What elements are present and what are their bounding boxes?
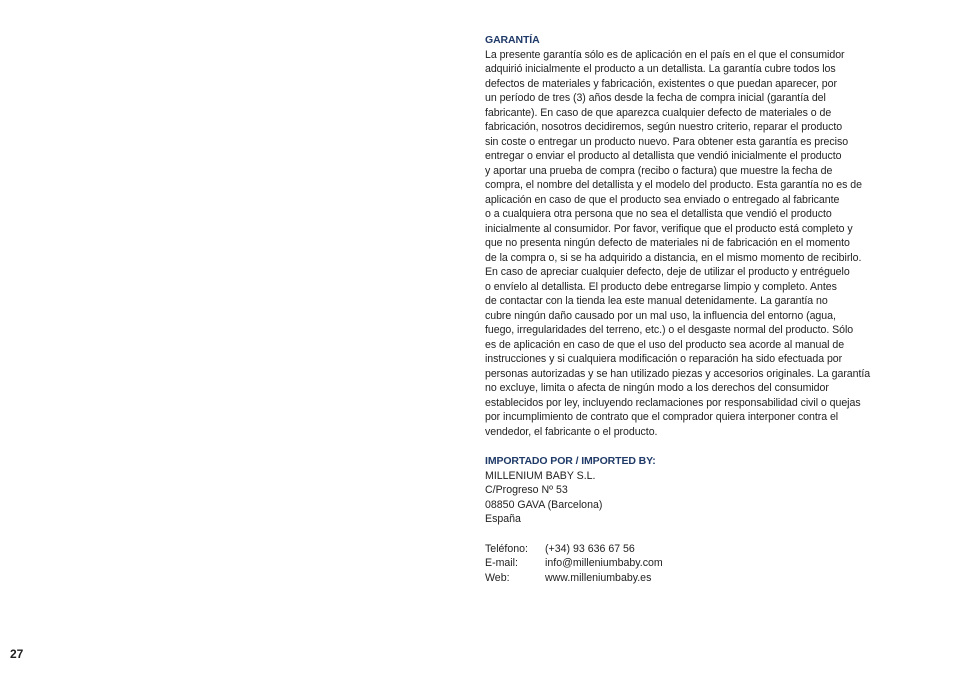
- web-label: Web:: [485, 571, 510, 584]
- warranty-line: fuego, irregularidades del terreno, etc.) o el desgaste normal del producto. Sólo: [485, 324, 854, 336]
- warranty-heading: GARANTÍA: [485, 34, 540, 46]
- warranty-line: aplicación en caso de que el producto sea enviado o entregado al fabricante: [485, 193, 840, 206]
- document-content: [485, 33, 925, 585]
- contact-details: [485, 542, 925, 586]
- warranty-line: instrucciones y si cualquiera modificación o reparación ha sido efectuada por: [485, 353, 843, 365]
- warranty-line: La presente garantía sólo es de aplicación en el país en el que el consumidor: [485, 48, 845, 61]
- warranty-line: En caso de apreciar cualquier defecto, deje de utilizar el producto y entréguelo: [485, 266, 850, 278]
- city-postcode: 08850 GAVA (Barcelona): [485, 498, 603, 511]
- warranty-line: sin coste o entregar un producto nuevo. Para obtener esta garantía es preciso: [485, 135, 849, 148]
- company-name: MILLENIUM BABY S.L.: [485, 469, 596, 482]
- warranty-line: o a cualquiera otra persona que no sea el detallista que vendió el producto: [485, 208, 832, 220]
- importer-address: [485, 469, 925, 527]
- warranty-line: un período de tres (3) años desde la fecha de compra inicial (garantía del: [485, 92, 826, 104]
- warranty-line: compra, el nombre del detallista y el modelo del producto. Esta garantía no es de: [485, 179, 862, 191]
- contact-web-row: [485, 571, 925, 586]
- importer-heading: IMPORTADO POR / IMPORTED BY:: [485, 455, 656, 467]
- email-label: E-mail:: [485, 557, 518, 569]
- warranty-line: defectos de materiales y fabricación, existentes o que puedan aparecer, por: [485, 77, 837, 90]
- phone-label: Teléfono:: [485, 542, 528, 555]
- section-spacer: [485, 527, 925, 542]
- page-number: 27: [10, 647, 24, 661]
- section-spacer: [485, 439, 925, 454]
- email-value: info@milleniumbaby.com: [545, 557, 663, 569]
- warranty-line: que no presenta ningún defecto de materiales ni de fabricación en el momento: [485, 237, 850, 249]
- warranty-line: es de aplicación en caso de que el uso del producto sea acorde al manual de: [485, 338, 845, 351]
- contact-phone-row: [485, 542, 925, 557]
- warranty-line: fabricante). En caso de que aparezca cualquier defecto de materiales o de: [485, 106, 832, 119]
- warranty-line: cubre ningún daño causado por un mal uso, la influencia del entorno (agua,: [485, 309, 836, 322]
- warranty-line: y aportar una prueba de compra (recibo o factura) que muestre la fecha de: [485, 164, 833, 177]
- web-value: www.milleniumbaby.es: [545, 571, 652, 584]
- warranty-line: o envíelo al detallista. El producto debe entregarse limpio y completo. Antes: [485, 280, 837, 293]
- warranty-line: adquirió inicialmente el producto a un detallista. La garantía cubre todos los: [485, 63, 836, 75]
- warranty-line: de contactar con la tienda lea este manual detenidamente. La garantía no: [485, 295, 828, 307]
- warranty-line: entregar o enviar el producto al detallista que vendió inicialmente el producto: [485, 150, 842, 162]
- warranty-paragraph: [485, 48, 925, 440]
- warranty-line: vendedor, el fabricante o el producto.: [485, 425, 658, 438]
- contact-email-row: [485, 556, 925, 571]
- warranty-line: fabricación, nosotros decidiremos, según nuestro criterio, reparar el producto: [485, 121, 843, 133]
- warranty-line: de la compra o, si se ha adquirido a distancia, en el mismo momento de recibirlo.: [485, 251, 862, 264]
- warranty-line: establecidos por ley, incluyendo reclamaciones por responsabilidad civil o quejas: [485, 396, 861, 409]
- warranty-line: por incumplimiento de contrato que el comprador quiera interponer contra el: [485, 411, 839, 423]
- phone-value: (+34) 93 636 67 56: [545, 542, 635, 555]
- street-address: C/Progreso Nº 53: [485, 484, 568, 496]
- country: España: [485, 513, 521, 525]
- warranty-line: personas autorizadas y se han utilizado piezas y accesorios originales. La garantía: [485, 367, 871, 380]
- warranty-line: no excluye, limita o afecta de ningún modo a los derechos del consumidor: [485, 382, 829, 394]
- warranty-line: inicialmente al consumidor. Por favor, verifique que el producto está completo y: [485, 222, 853, 235]
